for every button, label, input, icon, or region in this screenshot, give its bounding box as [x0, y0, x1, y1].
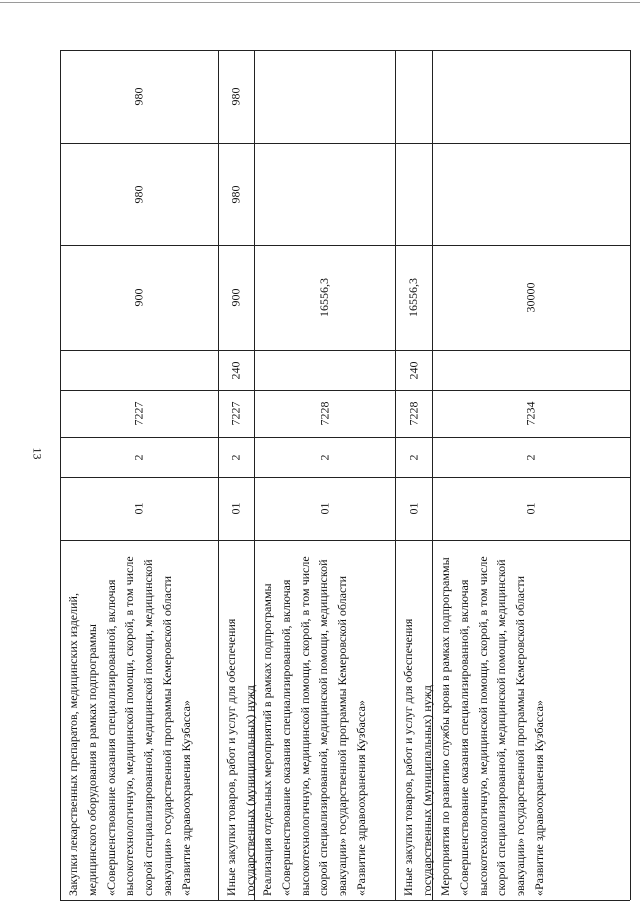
description-text: Мероприятия по развитию службы крови в рамках подпрограммы «Совершенствование оказания специализированной, включая высокотехнологичную, медицинской помощи, скорой, в том числе скорой специализированной, медицинской помощи, медицинской эвакуации» государственной программы Кемеровской области «Развитие здравоохранения Кузбасса»: [438, 556, 546, 896]
cell-code3: [432, 390, 630, 437]
cell-description: [395, 540, 432, 900]
cell-description: [432, 540, 630, 900]
cell-code4: [432, 350, 630, 390]
cell-val3: [218, 50, 254, 143]
description-text: Иные закупки товаров, работ и услуг для обеспечения государственных (муниципальных) нужд: [401, 618, 434, 896]
cell-val2: [395, 143, 432, 245]
cell-code2: [60, 437, 218, 477]
cell-text-val1: 16556,3: [406, 278, 420, 317]
budget-table: [60, 50, 630, 900]
cell-code2: [432, 437, 630, 477]
cell-val1: [432, 245, 630, 350]
cell-code2: [254, 437, 395, 477]
cell-text-code3: 7228: [317, 401, 331, 426]
cell-code1: [395, 477, 432, 540]
column-border-8: [60, 900, 630, 901]
description-text: Иные закупки товаров, работ и услуг для обеспечения государственных (муниципальных) нужд: [224, 618, 257, 896]
cell-code2: [395, 437, 432, 477]
cell-text-code2: 2: [523, 454, 538, 460]
cell-text-val1: 16556,3: [317, 278, 331, 317]
cell-text-code2: 2: [317, 454, 331, 460]
cell-code1: [60, 477, 218, 540]
cell-text-code2: 2: [406, 454, 420, 460]
cell-val1: [395, 245, 432, 350]
cell-text-code1: 01: [317, 502, 331, 515]
cell-text-code2: 2: [228, 454, 243, 460]
cell-val2: [432, 143, 630, 245]
cell-code3: [254, 390, 395, 437]
cell-code1: [432, 477, 630, 540]
cell-text-code4: 240: [406, 361, 420, 379]
cell-text-val1: 900: [228, 288, 243, 307]
cell-text-code3: 7228: [406, 401, 420, 426]
cell-val1: [218, 245, 254, 350]
cell-text-val1: 900: [131, 288, 146, 307]
cell-text-val2: 980: [131, 185, 146, 203]
cell-description: [60, 540, 218, 900]
cell-code2: [218, 437, 254, 477]
cell-text-code2: 2: [131, 454, 146, 460]
cell-val2: [60, 143, 218, 245]
cell-code3: [60, 390, 218, 437]
cell-description: [254, 540, 395, 900]
cell-val2: [254, 143, 395, 245]
cell-val2: [218, 143, 254, 245]
cell-text-code1: 01: [131, 502, 146, 515]
cell-code3: [218, 390, 254, 437]
cell-code1: [254, 477, 395, 540]
cell-text-val2: 980: [228, 185, 243, 203]
cell-code3: [395, 390, 432, 437]
cell-code4: [218, 350, 254, 390]
cell-code4: [254, 350, 395, 390]
description-text: Реализация отдельных мероприятий в рамках подпрограммы «Совершенствование оказания специализированной, включая высокотехнологичную, медицинской помощи, скорой, в том числе скорой специализированной, медицинской помощи, медицинской эвакуации» государственной программы Кемеровской области «Развитие здравоохранения Кузбасса»: [260, 556, 368, 896]
cell-val3: [60, 50, 218, 143]
cell-text-code3: 7227: [228, 401, 243, 426]
cell-text-val3: 980: [228, 87, 243, 106]
cell-val3: [254, 50, 395, 143]
cell-code4: [60, 350, 218, 390]
row-border-5: [630, 50, 631, 900]
cell-text-val1: 30000: [523, 282, 538, 313]
cell-code4: [395, 350, 432, 390]
page-number: 13: [30, 447, 45, 460]
cell-text-code3: 7227: [131, 401, 146, 426]
cell-text-val3: 980: [131, 87, 146, 106]
cell-val1: [254, 245, 395, 350]
cell-text-code1: 01: [523, 502, 538, 515]
cell-text-code3: 7234: [523, 401, 538, 426]
cell-code1: [218, 477, 254, 540]
cell-val3: [395, 50, 432, 143]
description-text: Закупки лекарственных препаратов, медицинских изделий, медицинского оборудования в рамках подпрограммы «Совершенствование оказания специализированной, включая высокотехнологичную, медицинской помощи, скорой, в том числе скорой специализированной, медицинской помощи, медицинской эвакуации» государственной программы Кемеровской области «Развитие здравоохранения Кузбасса»: [66, 556, 193, 896]
cell-val1: [60, 245, 218, 350]
cell-val3: [432, 50, 630, 143]
cell-description: [218, 540, 257, 900]
cell-text-code4: 240: [228, 361, 243, 379]
cell-text-code1: 01: [406, 502, 420, 515]
cell-text-code1: 01: [228, 502, 243, 515]
